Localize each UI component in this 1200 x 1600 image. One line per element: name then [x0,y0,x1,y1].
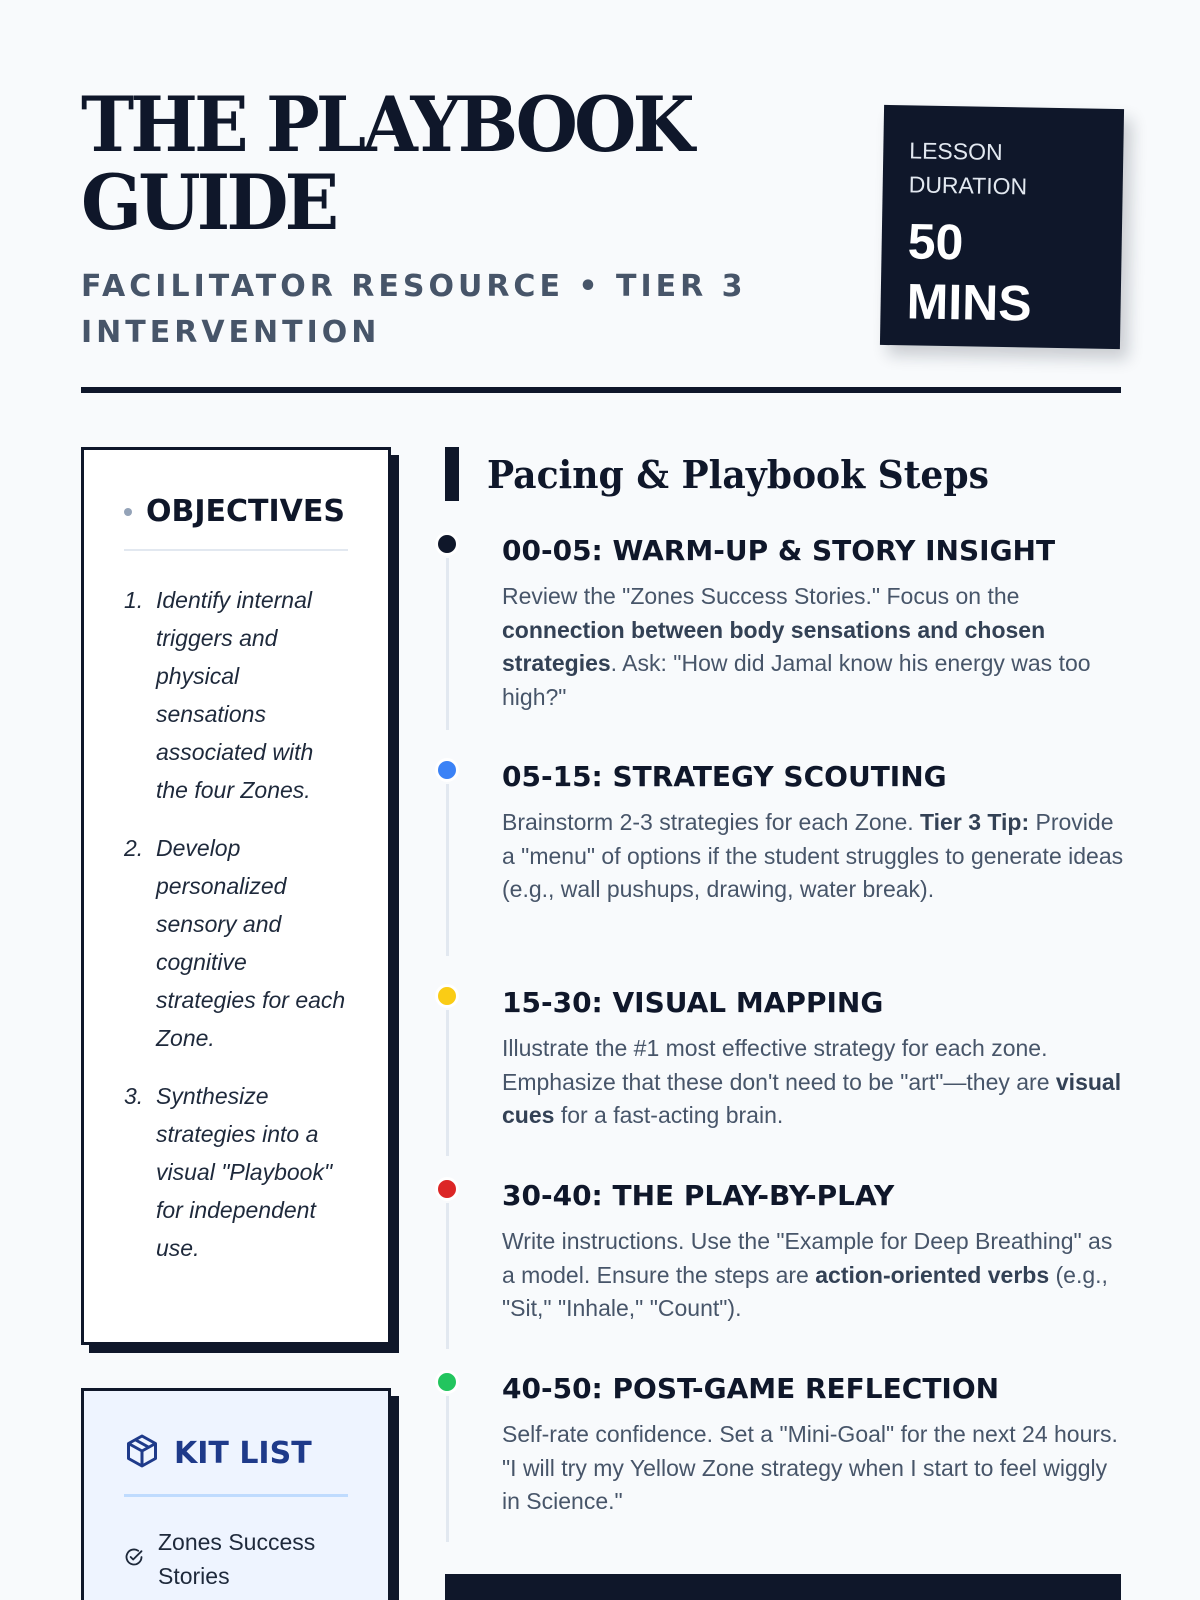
step-description [502,806,1124,907]
kit-list-card [81,1388,391,1600]
step-text: for a fast-acting brain. [554,1102,784,1128]
timeline-dot-icon [435,758,459,782]
step-emphasis: Tier 3 Tip: [920,809,1030,835]
step-description [502,580,1124,714]
step-text: . Ask: "How did Jamal know his energy was too high?" [502,650,1091,710]
step-description [502,1225,1124,1326]
accent-bar [445,447,459,501]
objective-item: 2. Develop personalized sensory and cognitive strategies for each Zone. [124,835,346,1051]
timeline-connector [446,558,449,730]
step-title: 30-40: THE PLAY-BY-PLAY [502,1179,895,1212]
objectives-list [124,581,348,1267]
header-divider [81,387,1121,393]
steps-header [445,447,1015,501]
objective-item: 1. Identify internal triggers and physical sensations associated with the four Zones. [124,587,314,803]
step-description [502,1418,1124,1519]
steps-title: Pacing & Playbook Steps [487,451,989,497]
bottom-banner [445,1574,1121,1600]
kit-list-header [124,1433,348,1497]
step-text: Review the "Zones Success Stories." Focus on the [502,583,1020,609]
objectives-header [124,494,348,551]
page-title: THE PLAYBOOK GUIDE [81,80,691,247]
step-text: Provide a "menu" of options if the student struggles to generate ideas (e.g., wall pushups, drawing, water break). [502,809,1124,902]
step-title: 05-15: STRATEGY SCOUTING [502,760,947,793]
lesson-duration-card [880,105,1124,349]
step-emphasis: visual cues [502,1068,1122,1128]
objectives-card [81,447,391,1345]
objectives-title: OBJECTIVES [146,494,345,529]
step-emphasis: connection between body sensations and chosen strategies [502,616,1046,676]
timeline-connector [446,1010,449,1156]
step-description [502,1032,1124,1133]
duration-value: 50 MINS [906,213,1033,332]
step-title: 15-30: VISUAL MAPPING [502,986,884,1019]
objective-item: 3. Synthesize strategies into a visual "Playbook" for independent use. [124,1083,333,1261]
duration-label: LESSON DURATION [908,137,1028,200]
step-text: Illustrate the #1 most effective strategy for each zone. Emphasize that these don't need to be "art"—they are [502,1035,1056,1095]
step-emphasis: action-oriented verbs [815,1261,1050,1288]
timeline-dot-icon [435,1370,459,1394]
step-text: Brainstorm 2-3 strategies for each Zone. [502,809,921,835]
check-circle-icon [124,1547,144,1572]
timeline-connector [446,784,449,956]
step-title: 00-05: WARM-UP & STORY INSIGHT [502,534,1056,567]
timeline-connector [446,1203,449,1349]
step-text: (e.g., "Sit," "Inhale," "Count"). [502,1261,1108,1321]
step-title: 40-50: POST-GAME REFLECTION [502,1372,1000,1405]
cube-icon [124,1433,160,1474]
timeline-connector [446,1396,449,1542]
page-header [81,80,801,356]
page-subtitle: FACILITATOR RESOURCE • TIER 3 INTERVENTION [81,269,747,350]
timeline-dot-icon [435,532,459,556]
kit-list-title: KIT LIST [174,1436,312,1471]
step-text: Write instructions. Use the "Example for Deep Breathing" as a model. Ensure the steps are [502,1228,1113,1288]
timeline-dot-icon [435,1177,459,1201]
timeline-dot-icon [435,984,459,1008]
kit-list-item: Zones Success Stories [124,1525,348,1593]
step-text: Self-rate confidence. Set a "Mini-Goal" for the next 24 hours. "I will try my Yellow Zone strategy when I start to feel wiggly in Science." [502,1421,1118,1514]
bullet-dot-icon [124,508,132,516]
